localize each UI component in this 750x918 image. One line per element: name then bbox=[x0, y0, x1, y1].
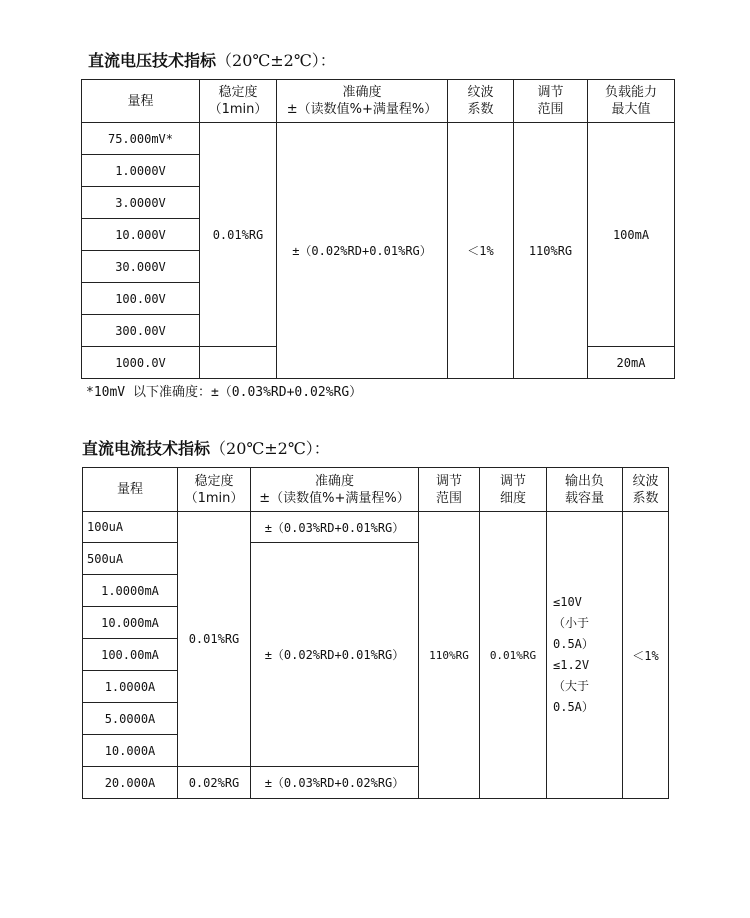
voltage-range-cell: 300.00V bbox=[82, 315, 200, 347]
voltage-range-cell: 3.0000V bbox=[82, 187, 200, 219]
current-header-load: 输出负 载容量 bbox=[547, 468, 623, 512]
voltage-header-row bbox=[82, 80, 675, 123]
current-header-range: 量程 bbox=[83, 468, 178, 512]
voltage-range-cell: 100.00V bbox=[82, 283, 200, 315]
current-range-cell: 5.0000A bbox=[83, 703, 178, 735]
voltage-header-accuracy: 准确度 ±（读数值%+满量程%） bbox=[277, 80, 448, 123]
voltage-title-text: 直流电压技术指标 bbox=[88, 51, 217, 70]
current-header-fineness: 调节 细度 bbox=[480, 468, 547, 512]
voltage-range-cell: 30.000V bbox=[82, 251, 200, 283]
current-load-line: （大于 bbox=[553, 679, 590, 693]
current-adjust-cell: 110%RG bbox=[419, 512, 480, 799]
voltage-header-range: 量程 bbox=[82, 80, 200, 123]
current-condition-text: （20℃±2℃）： bbox=[210, 439, 330, 458]
current-load-line: ≤1.2V bbox=[553, 658, 590, 672]
current-load-line: ≤10V bbox=[553, 595, 582, 609]
voltage-stability-empty-cell bbox=[200, 347, 277, 379]
current-header-row bbox=[83, 468, 669, 512]
current-ripple-cell: ＜1% bbox=[623, 512, 669, 799]
voltage-header-stability: 稳定度 （1min） bbox=[200, 80, 277, 123]
voltage-accuracy-cell: ±（0.02%RD+0.01%RG） bbox=[277, 123, 448, 379]
voltage-range-cell: 1.0000V bbox=[82, 155, 200, 187]
voltage-load-last-cell: 20mA bbox=[588, 347, 675, 379]
voltage-stability-cell: 0.01%RG bbox=[200, 123, 277, 347]
current-accuracy-last-cell: ±（0.03%RD+0.02%RG） bbox=[251, 767, 419, 799]
voltage-adjust-cell: 110%RG bbox=[514, 123, 588, 379]
voltage-spec-table bbox=[81, 79, 675, 379]
current-header-accuracy: 准确度 ±（读数值%+满量程%） bbox=[251, 468, 419, 512]
voltage-header-ripple: 纹波 系数 bbox=[448, 80, 514, 123]
voltage-section-title bbox=[88, 48, 336, 71]
voltage-load-main-cell: 100mA bbox=[588, 123, 675, 347]
current-fineness-cell: 0.01%RG bbox=[480, 512, 547, 799]
voltage-ripple-cell: ＜1% bbox=[448, 123, 514, 379]
voltage-header-adjust: 调节 范围 bbox=[514, 80, 588, 123]
current-range-cell: 500uA bbox=[83, 543, 178, 575]
current-range-cell: 10.000A bbox=[83, 735, 178, 767]
voltage-range-cell: 10.000V bbox=[82, 219, 200, 251]
current-header-ripple: 纹波 系数 bbox=[623, 468, 669, 512]
current-row bbox=[83, 512, 669, 543]
current-header-stability: 稳定度 （1min） bbox=[178, 468, 251, 512]
current-header-adjust: 调节 范围 bbox=[419, 468, 480, 512]
voltage-row bbox=[82, 123, 675, 155]
current-range-cell: 1.0000mA bbox=[83, 575, 178, 607]
current-range-cell: 1.0000A bbox=[83, 671, 178, 703]
voltage-header-load: 负载能力 最大值 bbox=[588, 80, 675, 123]
current-range-cell: 10.000mA bbox=[83, 607, 178, 639]
current-stability-main-cell: 0.01%RG bbox=[178, 512, 251, 767]
current-accuracy-main-cell: ±（0.02%RD+0.01%RG） bbox=[251, 543, 419, 767]
current-stability-last-cell: 0.02%RG bbox=[178, 767, 251, 799]
voltage-footnote: *10mV 以下准确度：±（0.03%RD+0.02%RG） bbox=[86, 385, 363, 400]
voltage-range-cell: 1000.0V bbox=[82, 347, 200, 379]
current-load-line: （小于 bbox=[553, 616, 590, 630]
current-section-title bbox=[82, 436, 330, 459]
current-range-cell: 100uA bbox=[83, 512, 178, 543]
current-load-line: 0.5A） bbox=[553, 700, 594, 714]
voltage-range-cell: 75.000mV* bbox=[82, 123, 200, 155]
voltage-condition-text: （20℃±2℃）： bbox=[216, 51, 336, 70]
current-load-line: 0.5A） bbox=[553, 637, 594, 651]
current-range-cell: 100.00mA bbox=[83, 639, 178, 671]
current-accuracy-first-cell: ±（0.03%RD+0.01%RG） bbox=[251, 512, 419, 543]
current-load-cell bbox=[547, 512, 623, 799]
current-spec-table bbox=[82, 467, 669, 799]
current-range-cell: 20.000A bbox=[83, 767, 178, 799]
current-title-text: 直流电流技术指标 bbox=[82, 439, 211, 458]
